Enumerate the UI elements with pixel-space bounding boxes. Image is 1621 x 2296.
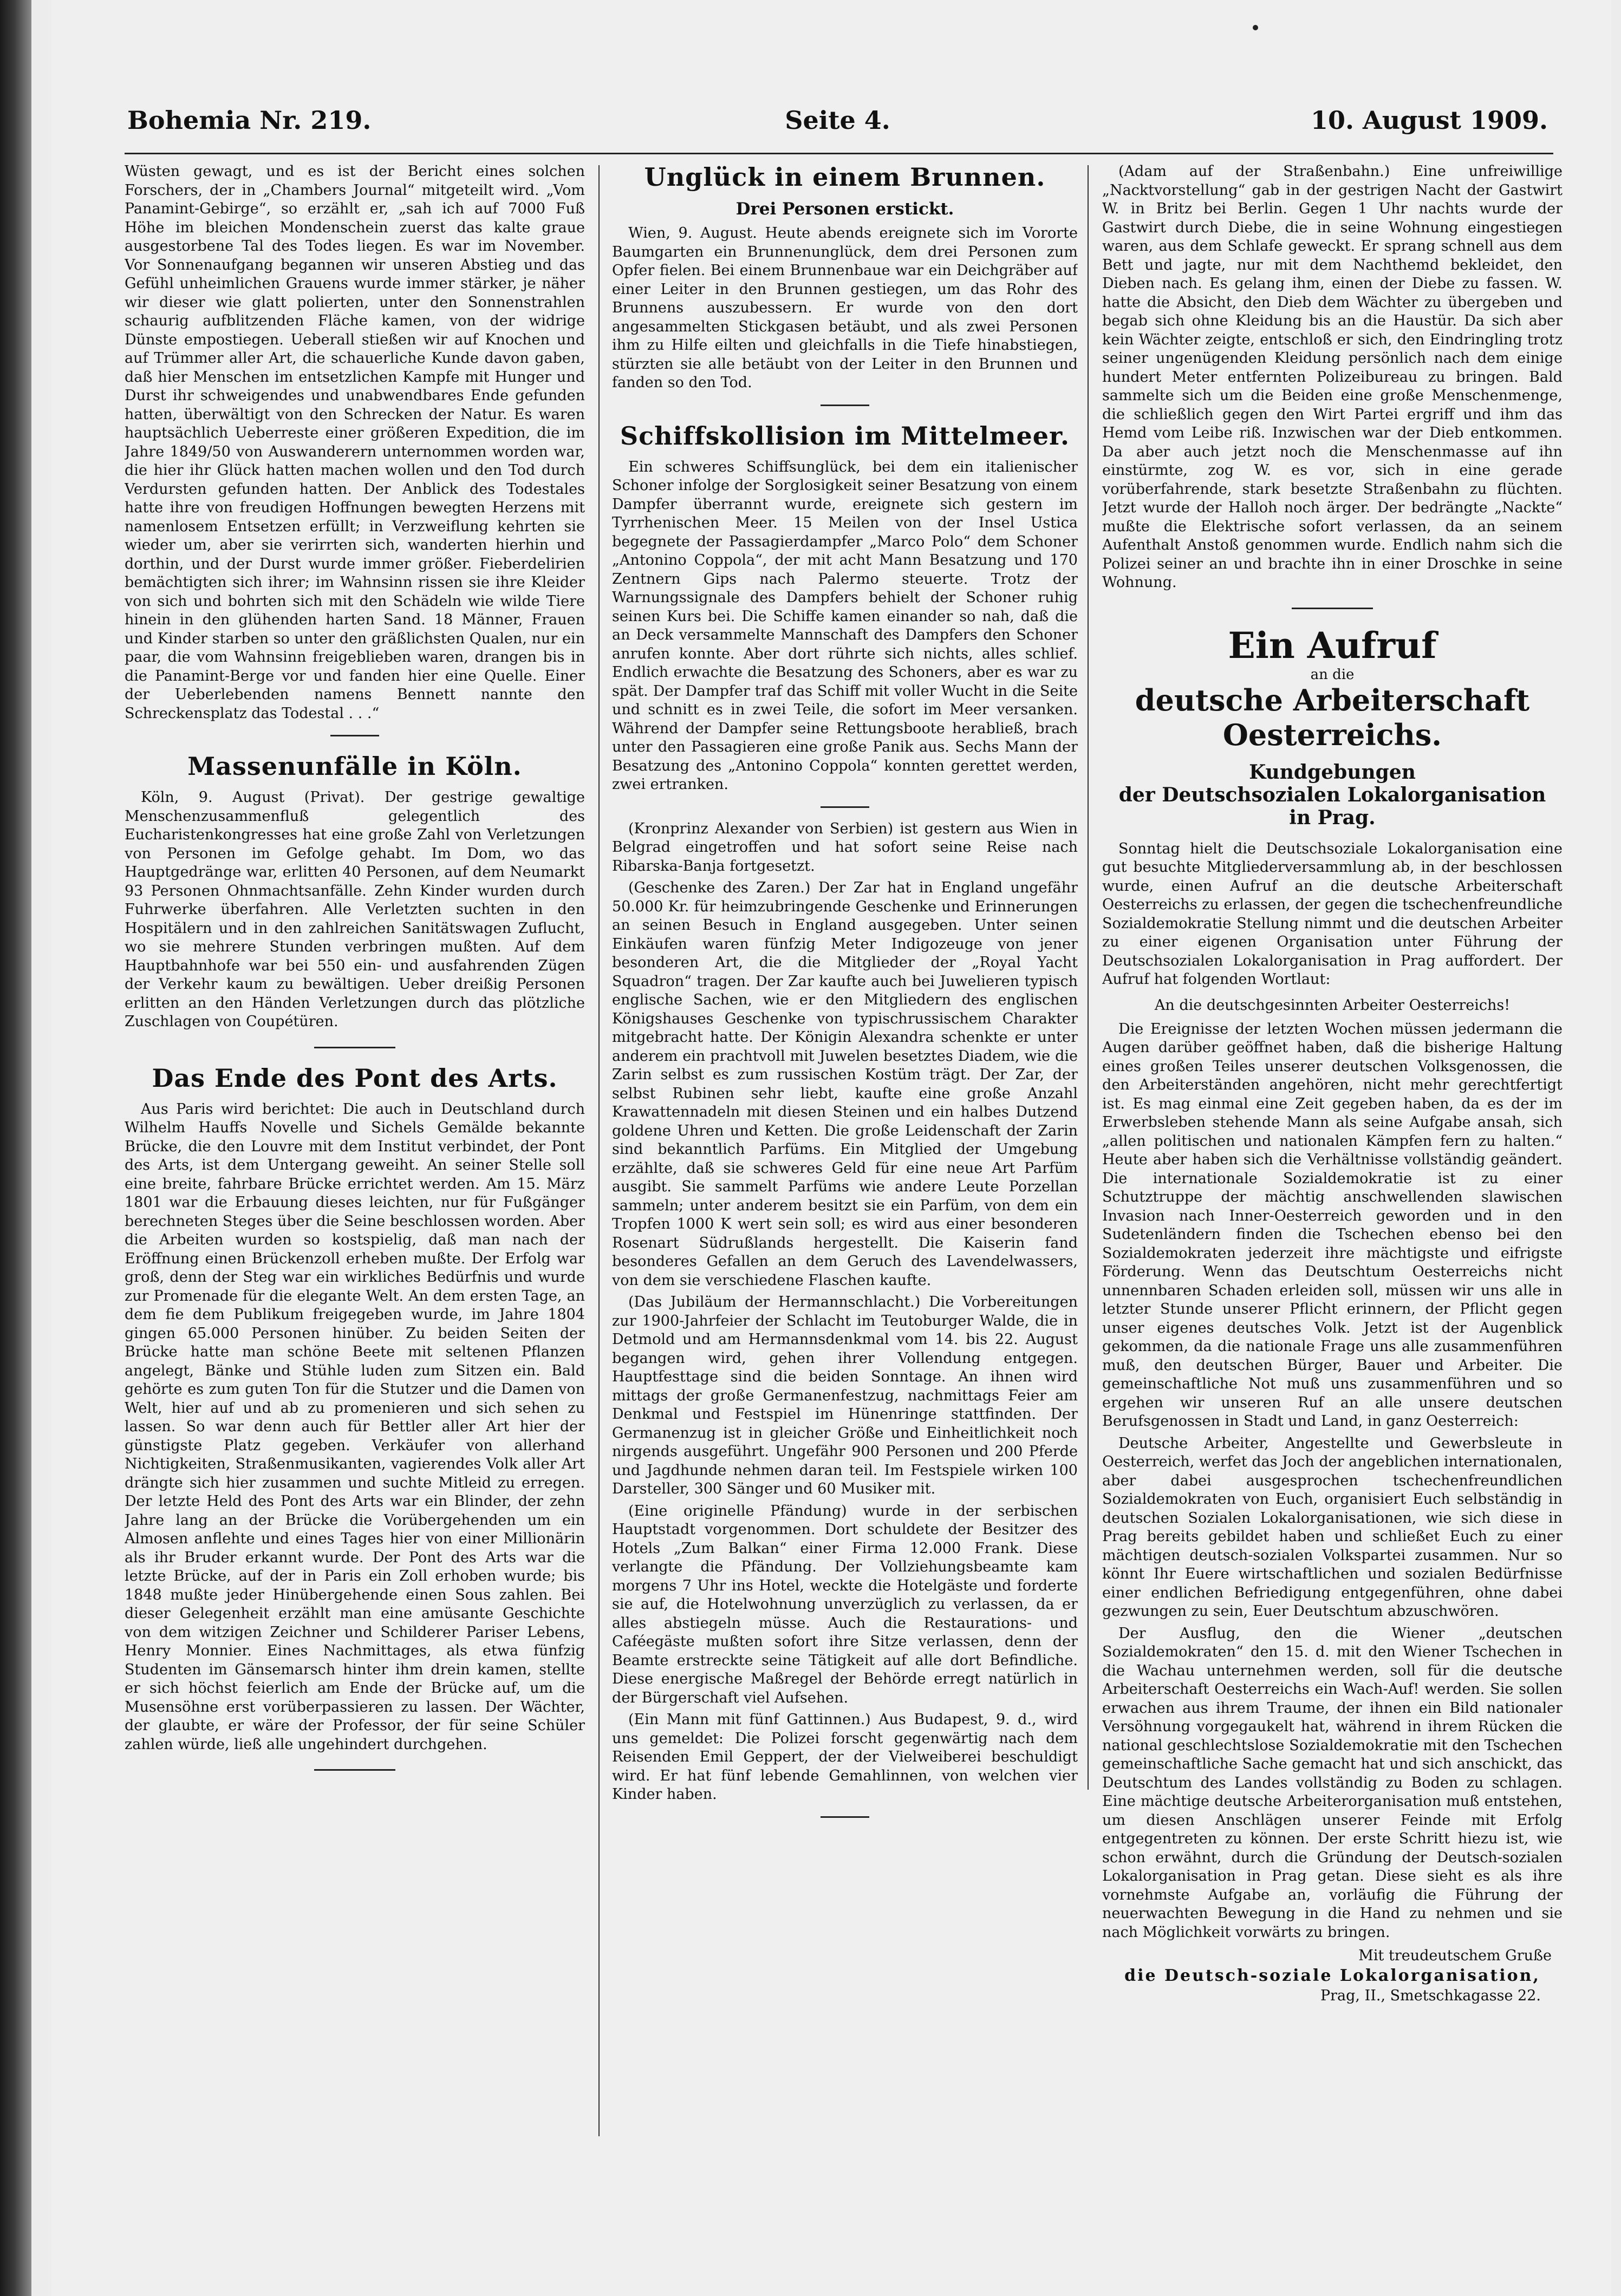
article-separator: [330, 735, 379, 736]
headline-an-die: an die: [1310, 666, 1355, 683]
aufruf-address: Prag, II., Smetschkagasse 22.: [1320, 1987, 1541, 2004]
headline-arbeiterschaft: deutsche Arbeiterschaft Oesterreichs.: [1135, 682, 1530, 752]
aufruf-greeting: Mit treudeutschem Gruße: [1358, 1947, 1552, 1964]
header-rule: [125, 153, 1553, 154]
header-page-number: Seite 4.: [785, 106, 890, 135]
column-divider-2: [1088, 165, 1089, 1790]
headline-ein-aufruf: Ein Aufruf: [1228, 624, 1437, 667]
page-header: [127, 106, 1548, 154]
subheadline-lokalorganisation: der Deutschsozialen Lokalorganisation: [1118, 783, 1546, 806]
article-pont-des-arts-text: Aus Paris wird berichtet: Die auch in Deutschland durch Wilhelm Hauffs Novelle und Sichels Gemälde bekannte Brücke, die den Louvre mit dem Institut verbindet, der Pont des Arts, ist dem Untergang geweiht. An seiner Stelle soll eine breite, fahrbare Brücke errichtet werden. Am 15. März 1801 war die Erbauung dieses leichten, nur für Fußgänger berechneten Steges über die Seine beschlossen worden. Aber die Arbeiten wurden so kostspielig, daß man nach der Eröffnung einen Brückenzoll erheben mußte. Der Erfolg war groß, denn der Steg war ein wirkliches Bedürfnis und wurde zur Promenade für die elegante Welt. An dem ersten Tage, an dem fie dem Publikum freigegeben wurde, im Jahre 1804 gingen 65.000 Personen hinüber. Zu beiden Seiten der Brücke hatte man schöne Beete mit seltenen Pflanzen angelegt, Bänke und Stühle luden zum Sitzen ein. Bald gehörte es zum guten Ton für die Stutzer und die Damen von Welt, hier auf und ab zu promenieren und sich sehen zu lassen. So war denn auch für Bettler aller Art hier der günstigste Platz gegeben. Verkäufer von allerhand Nichtigkeiten, Straßenmusikanten, vagierendes Volk aller Art drängte sich hier zusammen und suchte Mitleid zu erregen. Der letzte Held des Pont des Arts war ein Blinder, der zehn Jahre lang an der Brücke die Vorübergehenden um ein Almosen anflehte und eines Tages hier von einer Millionärin als ihr Bruder erkannt wurde. Der Pont des Arts war die letzte Brücke, auf der in Paris ein Zoll erhoben wurde; bis 1848 mußte jeder Hinübergehende einen Sous zahlen. Bei dieser Gelegenheit erzählt man eine amüsante Geschichte von dem witzigen Zeichner und Schilderer Pariser Lebens, Henry Monnier. Eines Nachmittages, als etwa fünfzig Studenten im Gänsemarsch hinter ihm drein kamen, stellte er sich höchst feierlich am Ende der Brücke auf, um die Musensöhne erst vorüberpassieren zu lassen. Der Wächter, der glaubte, er wäre der Professor, der für seine Schüler zahlen würde, ließ alle ungehindert durchgehen.: [125, 1100, 585, 1753]
headline-schiffskollision: Schiffskollision im Mittelmeer.: [620, 421, 1070, 451]
article-death-valley-text: Wüsten gewagt, und es ist der Bericht eines solchen Forschers, der in „Chambers Journal“ mitgeteilt wird. „Vom Panamint-Gebirge“, so erzählt er, „sah ich auf 7000 Fuß Höhe im bleichen Mondenschein zuerst das kalte graue ausgestorbene Tal des Todes liegen. Es war im November. Vor Sonnenaufgang begannen wir unseren Abstieg und das Gefühl unheimlichen Grauens wurde immer stärker, je näher wir dieser wie glatt polierten, unter den Sonnenstrahlen schaurig aufblitzenden Fläche kamen, von der widrige Dünste empostiegen. Ueberall stießen wir auf Knochen und auf Trümmer aller Art, die schauerliche Kunde davon gaben, daß hier Menschen im entsetzlichen Kampfe mit Hunger und Durst ihr schweigendes und unabwendbares Ende gefunden hatten, überwältigt von den Schrecken der Natur. Es waren hauptsächlich Ueberreste einer größeren Expedition, die im Jahre 1849/50 von Auswanderern unternommen worden war, die hier ihr Glück hatten machen wollen und den Tod durch Verdursten gefunden hatten. Der Anblick des Todestales hatte ihre von freudigen Hoffnungen bewegten Herzens mit namenlosem Entsetzen erfüllt; in Verzweiflung kehrten sie wieder um, aber sie verirrten sich, wanderten hierhin und dorthin, und der Durst wurde immer größer. Fieberdelirien bemächtigten sich ihrer; im Wahnsinn rissen sie ihre Kleider von sich und bohrten sich mit den Schädeln wie wilde Tiere hinein in den glühenden harten Sand. 18 Männer, Frauen und Kinder starben so unter den gräßlichsten Qualen, nur ein paar, die vom Wahnsinn freigeblieben waren, drangen bis in die Panamint-Berge vor und fanden hier eine Quelle. Einer der Ueberlebenden namens Bennett nannte den Schreckensplatz das Todestal . . .“: [125, 163, 585, 722]
article-separator: [821, 405, 869, 406]
article-separator: [821, 806, 869, 808]
aufruf-intro: Sonntag hielt die Deutschsoziale Lokalorganisation eine gut besuchte Mitgliederversammlung ab, in der beschlossen wurde, einen Aufruf an die deutsche Arbeiterschaft Oesterreichs zu erlassen, der gegen die tschechenfreundliche Sozialdemokratie Stellung nimmt und die deutschen Arbeiter zu einer eigenen Organisation unter Führung der Deutschsozialen Lokalorganisation in Prag auffordert. Der Aufruf hat folgenden Wortlaut:: [1102, 840, 1563, 988]
article-brunnen-text: Wien, 9. August. Heute abends ereignete sich im Vororte Baumgarten ein Brunnenunglück, dem drei Personen zum Opfer fielen. Bei einem Brunnenbaue war ein Deichgräber auf einer Leiter in den Brunnen gestiegen, um das Rohr des Brunnens auszubessern. Er wurde von den dort angesammelten Stickgasen betäubt, und als zwei Personen ihm zu Hilfe eilten und gleichfalls in die Tiefe hinabstiegen, stürzten sie alle betäubt von der Leiter in den Brunnen und fanden so den Tod.: [612, 225, 1078, 391]
column-2: [612, 162, 1078, 2253]
article-separator: [314, 1047, 395, 1048]
aufruf-salutation: An die deutschgesinnten Arbeiter Oesterreichs!: [1154, 996, 1511, 1014]
news-adam-strassenbahn: (Adam auf der Straßenbahn.) Eine unfreiwillige „Nacktvorstellung“ gab in der gestrigen Nacht der Gastwirt W. in Britz bei Berlin. Gegen 1 Uhr nachts wurde der Gastwirt durch Diebe, die in seine Wohnung eingestiegen waren, aus dem Schlafe geweckt. Er sprang schnell aus dem Bett und jagte, nur mit dem Nachthemd bekleidet, den Dieben nach. Es gelang ihm, einen der Diebe zu fassen. W. hatte die Absicht, den Dieb dem Wächter zu übergeben und begab sich ohne Kleidung bis an die Haustür. Da sich aber kein Wächter zeigte, entschloß er sich, den Eindringling trotz seiner ungenügenden Kleidung persönlich nach dem einige hundert Meter entfernten Polizeibureau zu bringen. Bald sammelte sich um die Beiden eine große Menschenmenge, die schließlich gegen den Wirt Partei ergriff und ihm das Hemd vom Leibe riß. Inzwischen war der Dieb entkommen. Da aber auch jetzt noch die Menschenmasse auf ihn einstürmte, zog W. es vor, sich in eine gerade vorüberfahrende, stark besetzte Straßenbahn zu flüchten. Jetzt wurde der Halloh noch ärger. Der bedrängte „Nackte“ mußte die Elektrische sofort verlassen, da an seinem Aufenthalt Anstoß genommen wurde. Endlich nahm sich die Polizei seiner an und brachte ihn in einer Droschke in seine Wohnung.: [1102, 163, 1563, 591]
header-issue: Bohemia Nr. 219.: [127, 106, 372, 135]
article-koeln-text: Köln, 9. August (Privat). Der gestrige gewaltige Menschenzusammenfluß gelegentlich des Eucharistenkongresses hat eine große Zahl von Verletzungen von Personen im Gefolge gehabt. Im Dom, wo das Hauptgedränge war, erlitten 40 Personen, auf dem Neumarkt 93 Personen Ohnmachtsanfälle. Zehn Kinder wurden durch Fuhrwerke überfahren. Alle Verletzten suchten in den Hospitälern und in den zahlreichen Sanitätswagen Zuflucht, wo sie mehrere Stunden verbringen mußten. Auf dem Hauptbahnhofe war bei 550 ein- und ausfahrenden Zügen der Verkehr kaum zu bewältigen. Ueber dreißig Personen erlitten an den Händen Verletzungen durch das plötzliche Zuschlagen von Coupétüren.: [125, 789, 585, 1030]
article-separator: [314, 1769, 395, 1771]
book-spine: [0, 0, 31, 2296]
header-date: 10. August 1909.: [1311, 106, 1548, 135]
aufruf-paragraph-3: Der Ausflug, den die Wiener „deutschen Sozialdemokraten“ den 15. d. mit den Wiener Tschechen in die Wachau unternehmen werden, soll für die deutsche Arbeiterschaft Oesterreichs ein Wach-Auf! werden. Sie sollen erwachen aus ihrem Traume, der ihnen ein Bild nationaler Versöhnung vorgegaukelt hat, während in ihrem Rücken die national geschlechtslose Sozialdemokratie mit den Tschechen gemeinschaftliche Sache gemacht hat und sich anschickt, das Deutschtum des Landes vollständig zu Boden zu schlagen. Eine mächtige deutsche Arbeiterorganisation muß entstehen, um diesen Anschlägen unserer Feinde mit Erfolg entgegentreten zu können. Der erste Schritt hiezu ist, wie schon erwähnt, durch die Gründung der Deutsch-sozialen Lokalorganisation in Prag getan. Diese sieht es als ihre vornehmste Aufgabe an, vorläufig die Führung der neuerwachten Bewegung in die Hand zu nehmen und sie nach Möglichkeit vorwärts zu bringen.: [1102, 1625, 1563, 1941]
subheadline-kundgebungen: Kundgebungen: [1249, 760, 1416, 784]
ink-speck: [1253, 25, 1258, 30]
headline-unglueck-brunnen: Unglück in einem Brunnen.: [644, 162, 1046, 192]
subheadline-drei-personen: Drei Personen erstickt.: [735, 199, 954, 219]
column-3: [1102, 162, 1563, 2253]
subheadline-in-prag: in Prag.: [1289, 806, 1376, 829]
column-1: [125, 162, 585, 2253]
news-hermannschlacht: (Das Jubiläum der Hermannschlacht.) Die Vorbereitungen zur 1900-Jahrfeier der Schlacht im Teutoburger Walde, die in Detmold und am Hermannsdenkmal vom 14. bis 22. August begangen wird, gehen ihrer Vollendung entgegen. Hauptfesttage sind die beiden Sonntage. An ihnen wird mittags der große Germanenfestzug, nachmittags Feier am Denkmal und Festspiel im Hünenringe stattfinden. Der Germanenzug ist in gleicher Größe und Einheitlichkeit noch nirgends ausgeführt. Ungefähr 900 Personen und 200 Pferde und Jagdhunde nehmen daran teil. Im Festspiele wirken 100 Darsteller, 300 Sänger und 60 Musiker mit.: [612, 1294, 1078, 1497]
article-schiffskollision-text: Ein schweres Schiffsunglück, bei dem ein italienischer Schoner infolge der Sorglosigkeit seiner Besatzung von einem Dampfer überrannt wurde, ereignete sich gestern im Tyrrhenischen Meer. 15 Meilen von der Insel Ustica begegnete der Passagierdampfer „Marco Polo“ dem Schoner „Antonino Coppola“, der mit acht Mann Besatzung und 170 Zentnern Gips nach Palermo steuerte. Trotz der Warnungssignale des Dampfers behielt der Schoner ruhig seinen Kurs bei. Die Schiffe kamen einander so nah, daß die an Deck versammelte Mannschaft des Dampfers den Schoner anrufen konnte. Aber dort rührte sich nichts, alles schlief. Endlich erwachte die Besatzung des Schoners, aber es war zu spät. Der Dampfer traf das Schiff mit voller Wucht in die Seite und schnitt es in zwei Teile, die sofort im Meer versanken. Während der Dampfer seine Rettungsboote herabließ, brach unter den Passagieren eine große Panik aus. Sechs Mann der Besatzung des „Antonino Coppola“ konnten gerettet werden, zwei ertranken.: [612, 458, 1078, 793]
aufruf-signature: die Deutsch-soziale Lokalorganisation,: [1124, 1966, 1540, 1985]
aufruf-paragraph-1: Die Ereignisse der letzten Wochen müssen jedermann die Augen darüber geöffnet haben, daß die bisherige Haltung eines großen Teiles unserer deutschen Volksgenossen, die den Arbeiterständen angehören, nicht mehr gerechtfertigt ist. Es mag einmal eine Zeit gegeben haben, da es der im Erwerbsleben stehende Mann als seine Aufgabe ansah, sich „allen politischen und nationalen Kämpfen fern zu halten.“ Heute aber haben sich die Verhältnisse vollständig geändert. Die internationale Sozialdemokratie ist zu einer Schutztruppe der mächtig anschwellenden slawischen Invasion nach Inner-Oesterreich geworden und in den Sudetenländern finden die Tschechen ebenso bei den Sozialdemokraten jederzeit ihre mächtigste und eifrigste Förderung. Wenn das Deutschtum Oesterreichs nicht unnennbaren Schaden erleiden soll, müssen wir uns alle in letzter Stunde unserer Pflicht erinnern, der Pflicht gegen unser eigenes deutsches Volk. Jetzt ist der Augenblick gekommen, da die nationale Frage uns alle zusammenführen muß, den deutschen Bürger, Bauer und Arbeiter. Die gemeinschaftliche Not muß uns zusammenführen und so ergehen wir unseren Ruf an alle unsere deutschen Berufsgenossen in Stadt und Land, in ganz Oesterreich:: [1102, 1020, 1563, 1430]
news-kronprinz: (Kronprinz Alexander von Serbien) ist gestern aus Wien in Belgrad eingetroffen und hat sofort seine Reise nach Ribarska-Banja fortgesetzt.: [612, 820, 1078, 875]
headline-massenunfaelle: Massenunfälle in Köln.: [187, 752, 522, 781]
news-pfaendung: (Eine originelle Pfändung) wurde in der serbischen Hauptstadt vorgenommen. Dort schuldete der Besitzer des Hotels „Zum Balkan“ einer Firma 12.000 Frank. Diese verlangte die Pfändung. Der Vollziehungsbeamte kam morgens 7 Uhr ins Hotel, weckte die Hotelgäste und forderte sie auf, die Hotelwohnung unverzüglich zu verlassen, da er alles abstiegeln müsse. Auch die Restaurations- und Caféegäste mußten sofort ihre Sitze verlassen, denn der Beamte erstreckte seine Tätigkeit auf alle dort Befindliche. Diese energische Maßregel der Behörde erregt natürlich in der Bürgerschaft viel Aufsehen.: [612, 1502, 1078, 1706]
article-separator: [821, 1816, 869, 1818]
headline-pont-des-arts: Das Ende des Pont des Arts.: [152, 1063, 558, 1093]
column-divider-1: [598, 165, 600, 2136]
news-geschenke-zaren: (Geschenke des Zaren.) Der Zar hat in England ungefähr 50.000 Kr. für heimzubringende Geschenke und Erinnerungen an seinen Besuch in England ausgegeben. Unter seinen Einkäufen waren fünfzig Meter Indigozeuge von jener besonderen Art, die die Mitglieder der „Royal Yacht Squadron“ tragen. Der Zar kaufte auch bei Juwelieren typisch englische Sachen, wie er den Mitgliedern des englischen Königshauses Geschenke von typischrussischem Charakter mitgebracht hatte. Der Königin Alexandra schenkte er unter anderem ein prachtvoll mit Juwelen besetztes Diadem, wie die Zarin selbst es zum russischen Kostüm trägt. Der Zar, der selbst Rubinen sehr liebt, kaufte eine große Anzahl Krawattennadeln mit diesen Steinen und ein halbes Dutzend goldene Uhren und Ketten. Die große Leidenschaft der Zarin sind bekanntlich Parfüms. Ein Mitglied der Umgebung erzählte, daß sie schweres Geld für eine neue Art Parfüm ausgibt. Sie sammelt Parfüms wie andere Leute Porzellan sammeln; unter anderem besitzt sie ein Parfüm, von dem ein Tropfen 1000 K wert sein soll; es wird aus einer besonderen Rosenart Südrußlands hergestellt. Die Kaiserin fand besonderes Gefallen an dem Geruch des Lavendelwassers, von dem sie verschiedene Flaschen kaufte.: [612, 879, 1078, 1289]
article-separator: [1292, 608, 1373, 609]
aufruf-paragraph-2: Deutsche Arbeiter, Angestellte und Gewerbsleute in Oesterreich, werfet das Joch der angeblichen internationalen, aber dabei ausgesprochen tschechenfreundlichen Sozialdemokraten von Euch, organisiert Euch selbständig in deutschen Sozialen Lokalorganisationen, wie sich diese in Prag bereits gebildet haben und schließet Euch zu einer mächtigen deutsch-sozialen Volkspartei zusammen. Nur so könnt Ihr Euere wirtschaftlichen und sozialen Bedürfnisse einer endlichen Befriedigung entgegenführen, ohne dabei gezwungen zu sein, Euer Deutschtum abzuschwören.: [1102, 1434, 1563, 1620]
news-fuenf-gattinnen: (Ein Mann mit fünf Gattinnen.) Aus Budapest, 9. d., wird uns gemeldet: Die Polizei forscht gegenwärtig nach dem Reisenden Emil Geppert, der der Vielweiberei beschuldigt wird. Er hat fünf lebende Gemahlinnen, von welchen vier Kinder haben.: [612, 1711, 1078, 1803]
